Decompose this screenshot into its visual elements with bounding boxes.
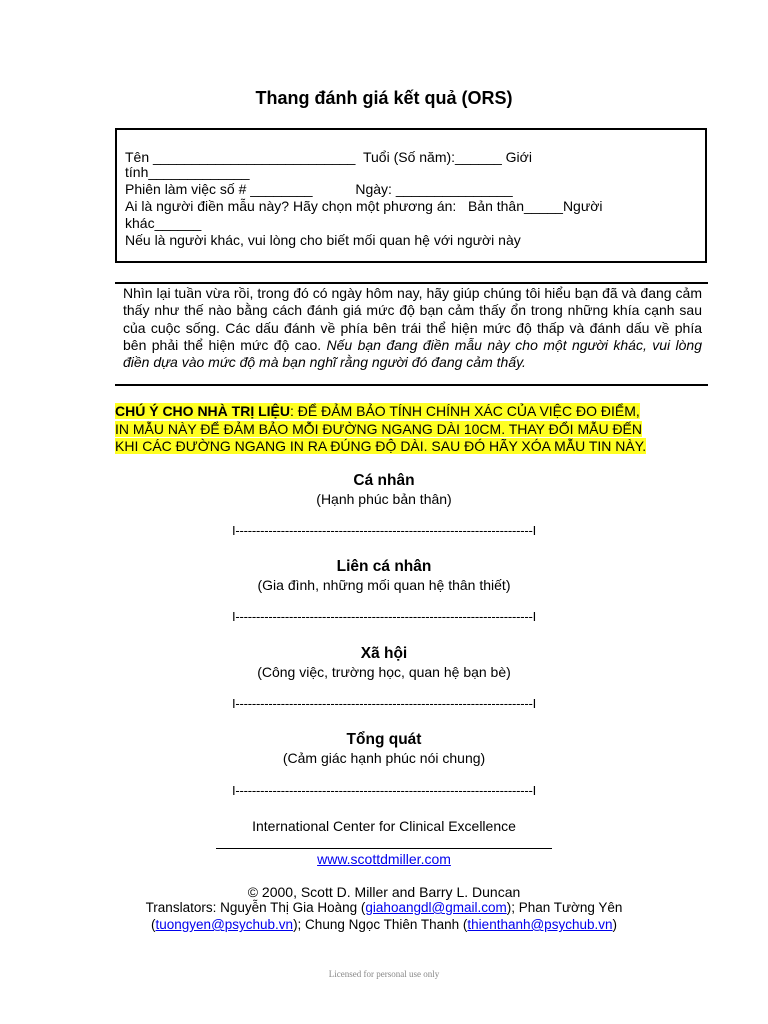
email-link-tuongyen[interactable]: tuongyen@psychub.vn bbox=[155, 917, 294, 932]
website-link[interactable]: www.scottdmiller.com bbox=[317, 851, 451, 867]
translators-close-paren: ) bbox=[612, 917, 617, 932]
section-subtitle-individual: (Hạnh phúc bản thân) bbox=[316, 491, 452, 507]
section-title-interpersonal: Liên cá nhân bbox=[336, 558, 432, 575]
instructions-italic-text: Nếu bạn đang điền mẫu này cho một người khác, vui lòng điền dựa vào mức độ mà bạn nghĩ rằng người đó đang cảm thấy. bbox=[123, 336, 702, 371]
name-age-gender-field[interactable]: Tên __________________________ Tuổi (Số năm):______ Giới bbox=[125, 149, 532, 165]
translators-line-2 bbox=[0, 917, 768, 932]
section-subtitle-social: (Công việc, trường học, quan hệ bạn bè) bbox=[257, 664, 511, 680]
instructions-text: Nhìn lại tuần vừa rồi, trong đó có ngày hôm nay, hãy giúp chúng tôi hiểu bạn đã và đang cảm thấy như thế nào bằng cách đánh giá mức độ bạn cảm thấy ổn trong những khía cạnh sau của cuộc sống. Các dấu đánh về phía bên trái thể hiện mức độ thấp và đánh dấu về phía bên phải thể hiện mức độ cao. bbox=[123, 285, 702, 353]
translators-open-paren: ( bbox=[151, 917, 156, 932]
email-link-giahoang[interactable]: giahoangdl@gmail.com bbox=[365, 900, 507, 915]
translators-mid-1: ); Phan Tường Yên bbox=[506, 900, 623, 915]
rating-scale-social[interactable]: I------------------------------------------------------------------------I bbox=[231, 696, 537, 711]
gender-field-continued[interactable]: tính_____________ bbox=[125, 164, 250, 180]
page-title: Thang đánh giá kết quả (ORS) bbox=[255, 88, 513, 108]
respondent-choice-field[interactable]: Ai là người điền mẫu này? Hãy chọn một phương án: Bản thân_____Người bbox=[125, 198, 603, 214]
client-info-box bbox=[115, 128, 707, 263]
therapist-note-text: : ĐỂ ĐẢM BẢO TÍNH CHÍNH XÁC CỦA VIỆC ĐO ĐIỂM, IN MẪU NÀY ĐỂ ĐẢM BẢO MỖI ĐƯỜNG NGANG DÀI 10CM. THAY ĐỔI MẪU ĐẾN KHI CÁC ĐƯỜNG NGANG IN RA ĐÚNG ĐỘ DÀI. SAU ĐÓ HÃY XÓA MẪU TIN NÀY. bbox=[115, 403, 647, 454]
translators-mid-2: ); Chung Ngọc Thiên Thanh ( bbox=[293, 917, 468, 932]
rating-scale-individual[interactable]: I------------------------------------------------------------------------I bbox=[231, 523, 537, 538]
section-title-overall: Tổng quát bbox=[346, 731, 422, 748]
rating-scale-interpersonal[interactable]: I------------------------------------------------------------------------I bbox=[231, 609, 537, 624]
relationship-question: Nếu là người khác, vui lòng cho biết mối quan hệ với người này bbox=[125, 232, 521, 248]
organization-name: International Center for Clinical Excellence bbox=[252, 818, 516, 834]
therapist-note bbox=[115, 403, 655, 456]
session-date-field[interactable]: Phiên làm việc số # ________ Ngày: _______________ bbox=[125, 181, 513, 197]
translators-line-1 bbox=[0, 900, 768, 915]
intro-bottom-rule bbox=[115, 384, 708, 386]
footer-rule bbox=[216, 848, 552, 849]
section-subtitle-overall: (Cảm giác hạnh phúc nói chung) bbox=[282, 750, 486, 766]
therapist-note-label: CHÚ Ý CHO NHÀ TRỊ LIỆU bbox=[115, 403, 290, 419]
copyright-text: © 2000, Scott D. Miller and Barry L. Duncan bbox=[247, 884, 521, 900]
translators-prefix: Translators: Nguyễn Thị Gia Hoàng ( bbox=[145, 900, 366, 915]
relationship-field[interactable]: ____________________ bbox=[125, 247, 281, 263]
section-subtitle-interpersonal: (Gia đình, những mối quan hệ thân thiết) bbox=[257, 577, 511, 593]
instructions-paragraph bbox=[123, 285, 702, 371]
rating-scale-overall[interactable]: I------------------------------------------------------------------------I bbox=[231, 783, 537, 798]
intro-top-rule bbox=[115, 282, 708, 284]
email-link-thienthanh[interactable]: thienthanh@psychub.vn bbox=[467, 917, 613, 932]
section-title-social: Xã hội bbox=[360, 645, 408, 662]
section-title-individual: Cá nhân bbox=[353, 472, 415, 489]
respondent-other-field[interactable]: khác______ bbox=[125, 215, 202, 231]
license-watermark: Licensed for personal use only bbox=[328, 969, 440, 979]
